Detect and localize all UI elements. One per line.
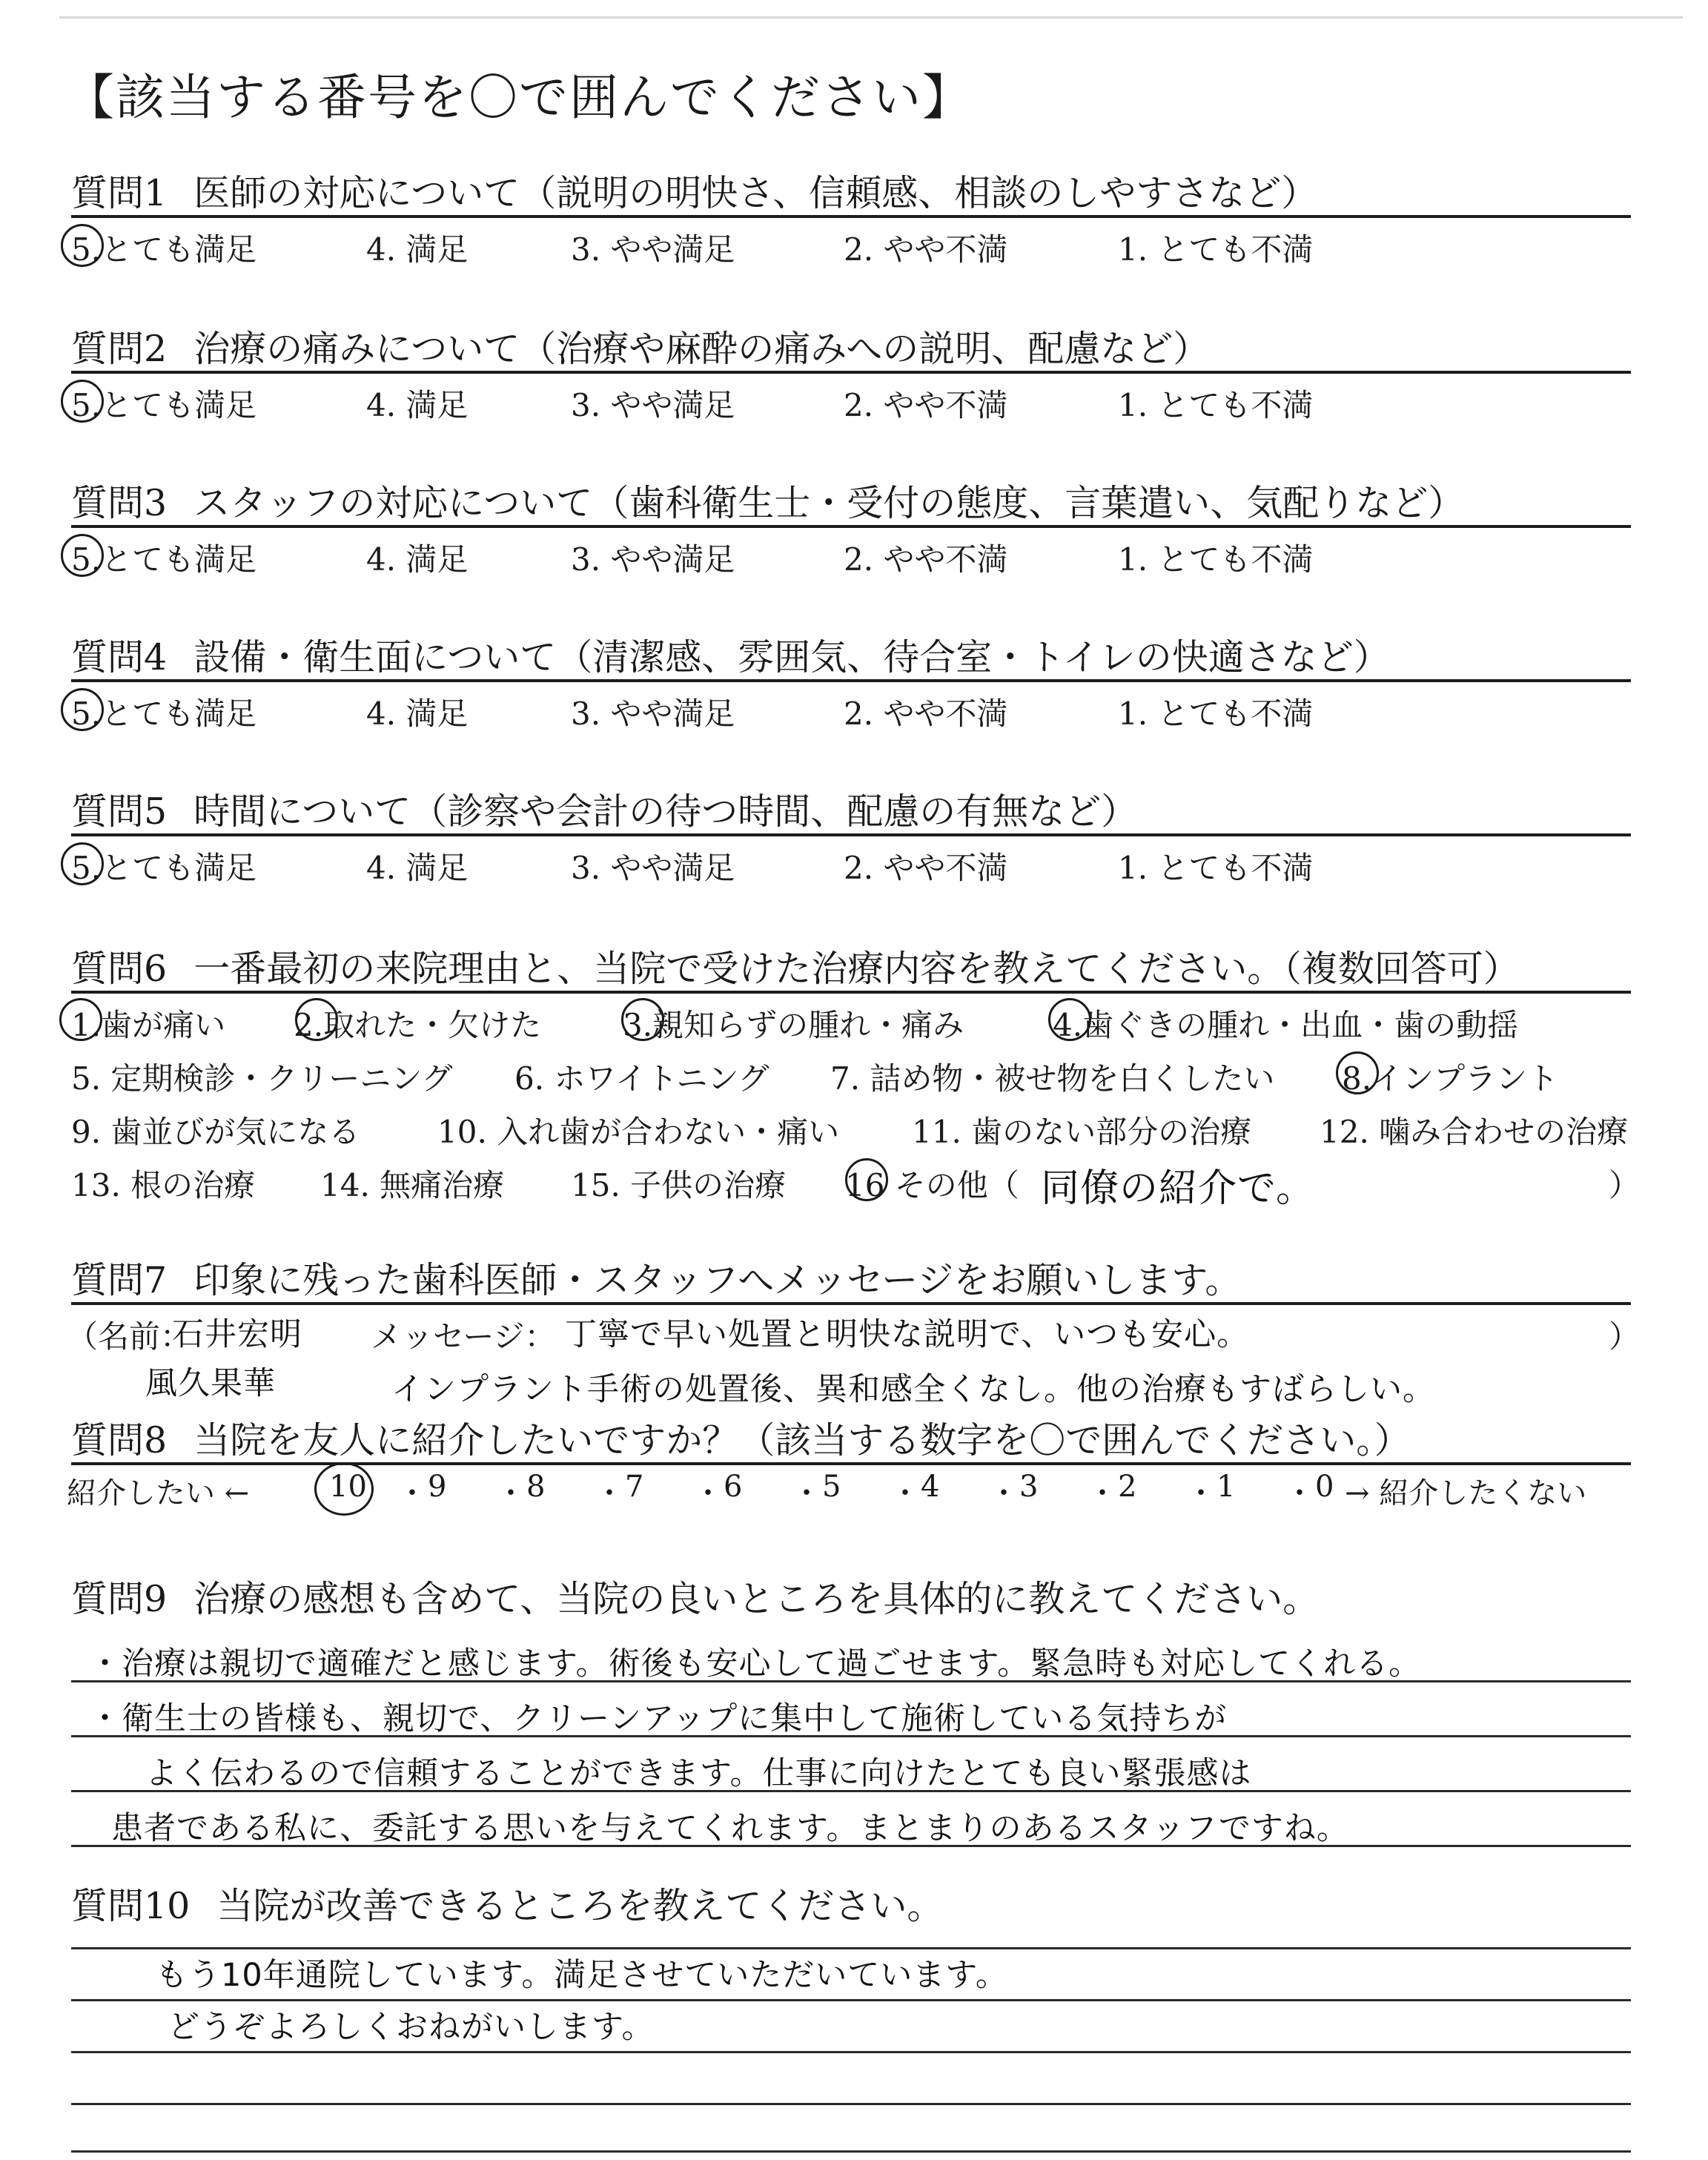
reason-option[interactable]: 12. 噛み合わせの治療	[1320, 1114, 1629, 1150]
question-heading	[71, 1412, 1411, 1464]
question-heading	[71, 165, 1317, 217]
question-number: 質問6	[71, 948, 168, 990]
question-underline	[71, 1302, 1631, 1305]
staff-message-2: インプラント手術の処置後、異和感全くなし。他の治療もすばらしい。	[391, 1371, 1435, 1408]
scale-value[interactable]: 9	[428, 1470, 447, 1504]
rating-option[interactable]: 5.とても満足	[71, 541, 257, 578]
scale-right-label: → 紹介したくない	[1345, 1476, 1587, 1510]
reason-option[interactable]: 8.インプラント	[1342, 1060, 1559, 1097]
rating-option[interactable]: 1. とても不満	[1118, 387, 1314, 423]
rating-option[interactable]: 4. 満足	[366, 541, 469, 578]
rating-option[interactable]: 2. やや不満	[844, 387, 1008, 423]
question-text: 当院を友人に紹介したいですか？（該当する数字を〇で囲んでください。）	[193, 1419, 1411, 1462]
scale-value[interactable]: 4	[921, 1470, 940, 1504]
rating-option[interactable]: 4. 満足	[366, 387, 469, 423]
rating-option[interactable]: 3. やや満足	[571, 696, 735, 732]
question-underline	[71, 833, 1631, 836]
question-heading	[71, 1877, 943, 1929]
question-number: 質問10	[71, 1885, 191, 1927]
message-close-paren: ）	[1609, 1318, 1641, 1355]
scale-separator: ・	[595, 1476, 624, 1510]
rating-option[interactable]: 3. やや満足	[571, 850, 735, 886]
selection-circle	[61, 380, 104, 423]
reason-option[interactable]: 1.歯が痛い	[71, 1007, 226, 1043]
question-text: 治療の痛みについて（治療や麻酔の痛みへの説明、配慮など）	[193, 328, 1210, 370]
rating-option[interactable]: 5.とても満足	[71, 696, 257, 732]
scale-separator: ・	[397, 1476, 427, 1510]
answer-text: どうぞよろしくおねがいします。	[168, 2009, 655, 2046]
reason-option[interactable]: 15. 子供の治療	[571, 1167, 787, 1203]
rating-option[interactable]: 2. やや不満	[844, 541, 1008, 578]
scale-value[interactable]: 7	[625, 1470, 644, 1504]
reason-option[interactable]: 4.歯ぐきの腫れ・出血・歯の動揺	[1053, 1007, 1519, 1043]
selection-circle	[621, 998, 664, 1041]
reason-option[interactable]: 14. 無痛治療	[320, 1167, 505, 1203]
scale-separator: ・	[1285, 1476, 1314, 1510]
staff-message-1: 丁寧で早い処置と明快な説明で、いつも安心。	[565, 1316, 1250, 1353]
reason-option[interactable]: 7. 詰め物・被せ物を白くしたい	[830, 1060, 1275, 1097]
message-label: メッセージ：	[371, 1318, 556, 1355]
answer-line	[71, 1999, 1631, 2001]
question-text: 一番最初の来院理由と、当院で受けた治療内容を教えてください。（複数回答可）	[193, 948, 1520, 990]
scale-separator: ・	[1186, 1476, 1216, 1510]
scale-value[interactable]: 5	[822, 1470, 841, 1504]
scale-value[interactable]: 2	[1118, 1470, 1137, 1504]
selection-circle	[61, 534, 104, 577]
name-label: （名前：	[67, 1318, 192, 1355]
answer-text: よく伝わるので信頼することができます。仕事に向けたとても良い緊張感は	[145, 1755, 1252, 1792]
answer-line	[71, 1947, 1631, 1949]
other-close-paren: ）	[1609, 1167, 1641, 1203]
question-text: 時間について（診察や会計の待つ時間、配慮の有無など）	[193, 790, 1138, 833]
question-text: 当院が改善できるところを教えてください。	[216, 1885, 944, 1927]
reason-option[interactable]: 2.取れた・欠けた	[294, 1007, 542, 1043]
reason-option[interactable]: 16 その他（	[845, 1167, 1019, 1203]
question-heading	[71, 940, 1520, 992]
rating-option[interactable]: 4. 満足	[366, 850, 469, 886]
question-number: 質問2	[71, 328, 168, 370]
scale-value[interactable]: 6	[724, 1470, 743, 1504]
rating-option[interactable]: 5.とても満足	[71, 231, 257, 268]
question-number: 質問4	[71, 636, 168, 678]
question-heading	[71, 783, 1137, 835]
question-number: 質問9	[71, 1578, 168, 1620]
scale-value[interactable]: 8	[526, 1470, 546, 1504]
selection-circle	[61, 224, 104, 267]
question-number: 質問5	[71, 790, 168, 833]
scale-separator: ・	[496, 1476, 526, 1510]
question-underline	[71, 1462, 1631, 1465]
scale-separator: ・	[1088, 1476, 1117, 1510]
question-text: 医師の対応について（説明の明快さ、信頼感、相談のしやすさなど）	[193, 172, 1318, 214]
selection-circle	[1336, 1051, 1379, 1094]
question-heading	[71, 1252, 1241, 1304]
rating-option[interactable]: 3. やや満足	[571, 387, 735, 423]
answer-line	[71, 2150, 1631, 2153]
rating-option[interactable]: 4. 満足	[366, 696, 469, 732]
scale-separator: ・	[792, 1476, 821, 1510]
question-number: 質問7	[71, 1259, 168, 1301]
answer-text: ・治療は親切で適確だと感じます。術後も安心して過ごせます。緊急時も対応してくれる。	[89, 1645, 1422, 1682]
scale-value[interactable]: 3	[1019, 1470, 1039, 1504]
answer-line	[71, 2051, 1631, 2053]
question-heading	[71, 629, 1390, 681]
selection-circle	[61, 842, 104, 885]
answer-text: 患者である私に、委託する思いを与えてくれます。まとまりのあるスタッフですね。	[111, 1810, 1349, 1847]
reason-option[interactable]: 5. 定期検診・クリーニング	[71, 1060, 453, 1097]
scale-separator: ・	[989, 1476, 1019, 1510]
scale-left-label: 紹介したい ←	[67, 1476, 250, 1510]
reason-option[interactable]: 11. 歯のない部分の治療	[912, 1114, 1252, 1150]
scale-value[interactable]: 1	[1217, 1470, 1236, 1504]
staff-name-1: 石井宏明	[172, 1316, 302, 1353]
other-reason-answer: 同僚の紹介で。	[1041, 1166, 1315, 1211]
question-text: 印象に残った歯科医師・スタッフへメッセージをお願いします。	[193, 1259, 1242, 1301]
reason-option[interactable]: 13. 根の治療	[71, 1167, 256, 1203]
question-text: 治療の感想も含めて、当院の良いところを具体的に教えてください。	[193, 1578, 1320, 1620]
rating-option[interactable]: 2. やや不満	[844, 231, 1008, 268]
question-underline	[71, 371, 1631, 374]
rating-option[interactable]: 2. やや不満	[844, 850, 1008, 886]
staff-name-2: 風久果華	[145, 1365, 276, 1402]
question-heading	[71, 320, 1209, 372]
question-underline	[71, 991, 1631, 994]
selection-circle	[314, 1462, 374, 1516]
reason-option[interactable]: 3.親知らずの腫れ・痛み	[623, 1007, 964, 1043]
question-number: 質問1	[71, 172, 168, 214]
rating-option[interactable]: 1. とても不満	[1118, 541, 1314, 578]
rating-option[interactable]: 1. とても不満	[1118, 231, 1314, 268]
scale-value[interactable]: 0	[1315, 1470, 1334, 1504]
selection-circle	[1048, 998, 1091, 1041]
rating-option[interactable]: 2. やや不満	[844, 696, 1008, 732]
rating-option[interactable]: 4. 満足	[366, 231, 469, 268]
question-number: 質問3	[71, 482, 168, 524]
reason-option[interactable]: 6. ホワイトニング	[514, 1060, 769, 1097]
selection-circle	[295, 998, 338, 1041]
page-title: 【該当する番号を〇で囲んでください】	[65, 69, 973, 126]
question-underline	[71, 679, 1631, 682]
rating-option[interactable]: 3. やや満足	[571, 231, 735, 268]
rating-option[interactable]: 1. とても不満	[1118, 696, 1314, 732]
selection-circle	[59, 998, 102, 1041]
question-underline	[71, 215, 1631, 218]
question-text: 設備・衛生面について（清潔感、雰囲気、待合室・トイレの快適さなど）	[193, 636, 1390, 678]
reason-option[interactable]: 10. 入れ歯が合わない・痛い	[437, 1114, 840, 1150]
question-underline	[71, 525, 1631, 528]
question-number: 質問8	[71, 1419, 168, 1462]
question-heading	[71, 1571, 1319, 1622]
answer-text: もう10年通院しています。満足させていただいています。	[156, 1957, 1008, 1994]
scale-separator: ・	[890, 1476, 920, 1510]
top-divider	[59, 16, 1683, 19]
answer-line	[71, 2103, 1631, 2105]
question-heading	[71, 475, 1464, 526]
answer-text: ・衛生士の皆様も、親切で、クリーンアップに集中して施術している気持ちが	[89, 1700, 1228, 1737]
rating-option[interactable]: 5.とても満足	[71, 387, 257, 423]
scale-value[interactable]: 10	[329, 1470, 367, 1504]
reason-option[interactable]: 9. 歯並びが気になる	[71, 1114, 360, 1150]
question-text: スタッフの対応について（歯科衛生士・受付の態度、言葉遣い、気配りなど）	[193, 482, 1465, 524]
rating-option[interactable]: 1. とても不満	[1118, 850, 1314, 886]
selection-circle	[845, 1158, 888, 1201]
rating-option[interactable]: 3. やや満足	[571, 541, 735, 578]
rating-option[interactable]: 5.とても満足	[71, 850, 257, 886]
scale-separator: ・	[693, 1476, 723, 1510]
selection-circle	[61, 688, 104, 731]
